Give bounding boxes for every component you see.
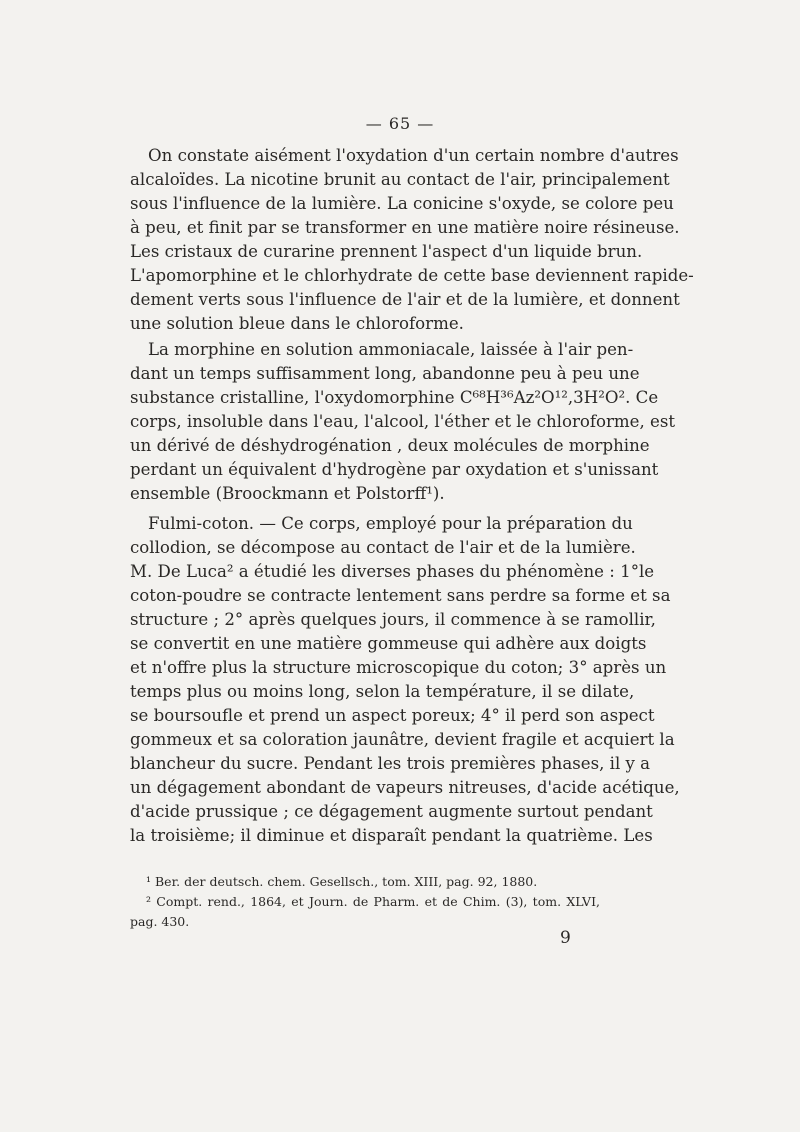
text-line: substance cristalline, l'oxydomorphine C⁶⁸H³⁶Az²O¹²,3H²O². Ce: [130, 388, 659, 407]
footnote-2: ² Compt. rend., 1864, et Journ. de Pharm. et de Chim. (3), tom. XLVI,: [146, 894, 600, 909]
text-line: blancheur du sucre. Pendant les trois premières phases, il y a: [130, 754, 651, 773]
text-line: corps, insoluble dans l'eau, l'alcool, l'éther et le chloroforme, est: [130, 412, 676, 431]
footnotes: [130, 872, 600, 932]
text-line: d'acide prussique ; ce dégagement augmente surtout pendant: [130, 802, 653, 821]
signature-mark: 9: [560, 928, 571, 948]
page-number-header: — 65 —: [365, 114, 435, 133]
text-line: dant un temps suffisamment long, abandonne peu à peu une: [130, 364, 640, 383]
text-line: coton-poudre se contracte lentement sans perdre sa forme et sa: [130, 586, 671, 605]
text-line: dement verts sous l'influence de l'air et de la lumière, et donnent: [130, 290, 680, 309]
text-line: se convertit en une matière gommeuse qui adhère aux doigts: [130, 634, 647, 653]
text-line: La morphine en solution ammoniacale, laissée à l'air pen-: [148, 340, 634, 359]
footnote-2-continued: pag. 430.: [130, 914, 190, 929]
text-line: L'apomorphine et le chlorhydrate de cette base deviennent rapide-: [130, 266, 694, 285]
text-line: structure ; 2° après quelques jours, il commence à se ramollir,: [130, 610, 656, 629]
text-line: une solution bleue dans le chloroforme.: [130, 314, 464, 333]
text-line: Les cristaux de curarine prennent l'aspect d'un liquide brun.: [130, 242, 643, 261]
text-line: alcaloïdes. La nicotine brunit au contact de l'air, principalement: [130, 170, 670, 189]
paragraph-2: [130, 338, 676, 506]
text-line: se boursoufle et prend un aspect poreux; 4° il perd son aspect: [130, 706, 655, 725]
footnote-1: ¹ Ber. der deutsch. chem. Gesellsch., tom. XIII, pag. 92, 1880.: [146, 874, 538, 889]
paragraph-1: [130, 144, 694, 336]
text-line: perdant un équivalent d'hydrogène par oxydation et s'unissant: [130, 460, 659, 479]
text-line: à peu, et finit par se transformer en une matière noire résineuse.: [130, 218, 680, 237]
text-line: Fulmi-coton. — Ce corps, employé pour la préparation du: [148, 514, 633, 533]
text-line: sous l'influence de la lumière. La conicine s'oxyde, se colore peu: [130, 194, 674, 213]
paragraph-3: [130, 512, 680, 848]
text-line: gommeux et sa coloration jaunâtre, devient fragile et acquiert la: [130, 730, 675, 749]
text-line: temps plus ou moins long, selon la température, il se dilate,: [130, 682, 635, 701]
text-line: un dérivé de déshydrogénation , deux molécules de morphine: [130, 436, 650, 455]
text-line: On constate aisément l'oxydation d'un certain nombre d'autres: [148, 146, 679, 165]
text-line: la troisième; il diminue et disparaît pendant la quatrième. Les: [130, 826, 653, 845]
text-line: un dégagement abondant de vapeurs nitreuses, d'acide acétique,: [130, 778, 680, 797]
text-line: et n'offre plus la structure microscopique du coton; 3° après un: [130, 658, 667, 677]
text-line: M. De Luca² a étudié les diverses phases du phénomène : 1°le: [130, 562, 655, 581]
text-line: collodion, se décompose au contact de l'air et de la lumière.: [130, 538, 636, 557]
text-line: ensemble (Broockmann et Polstorff¹).: [130, 484, 445, 503]
